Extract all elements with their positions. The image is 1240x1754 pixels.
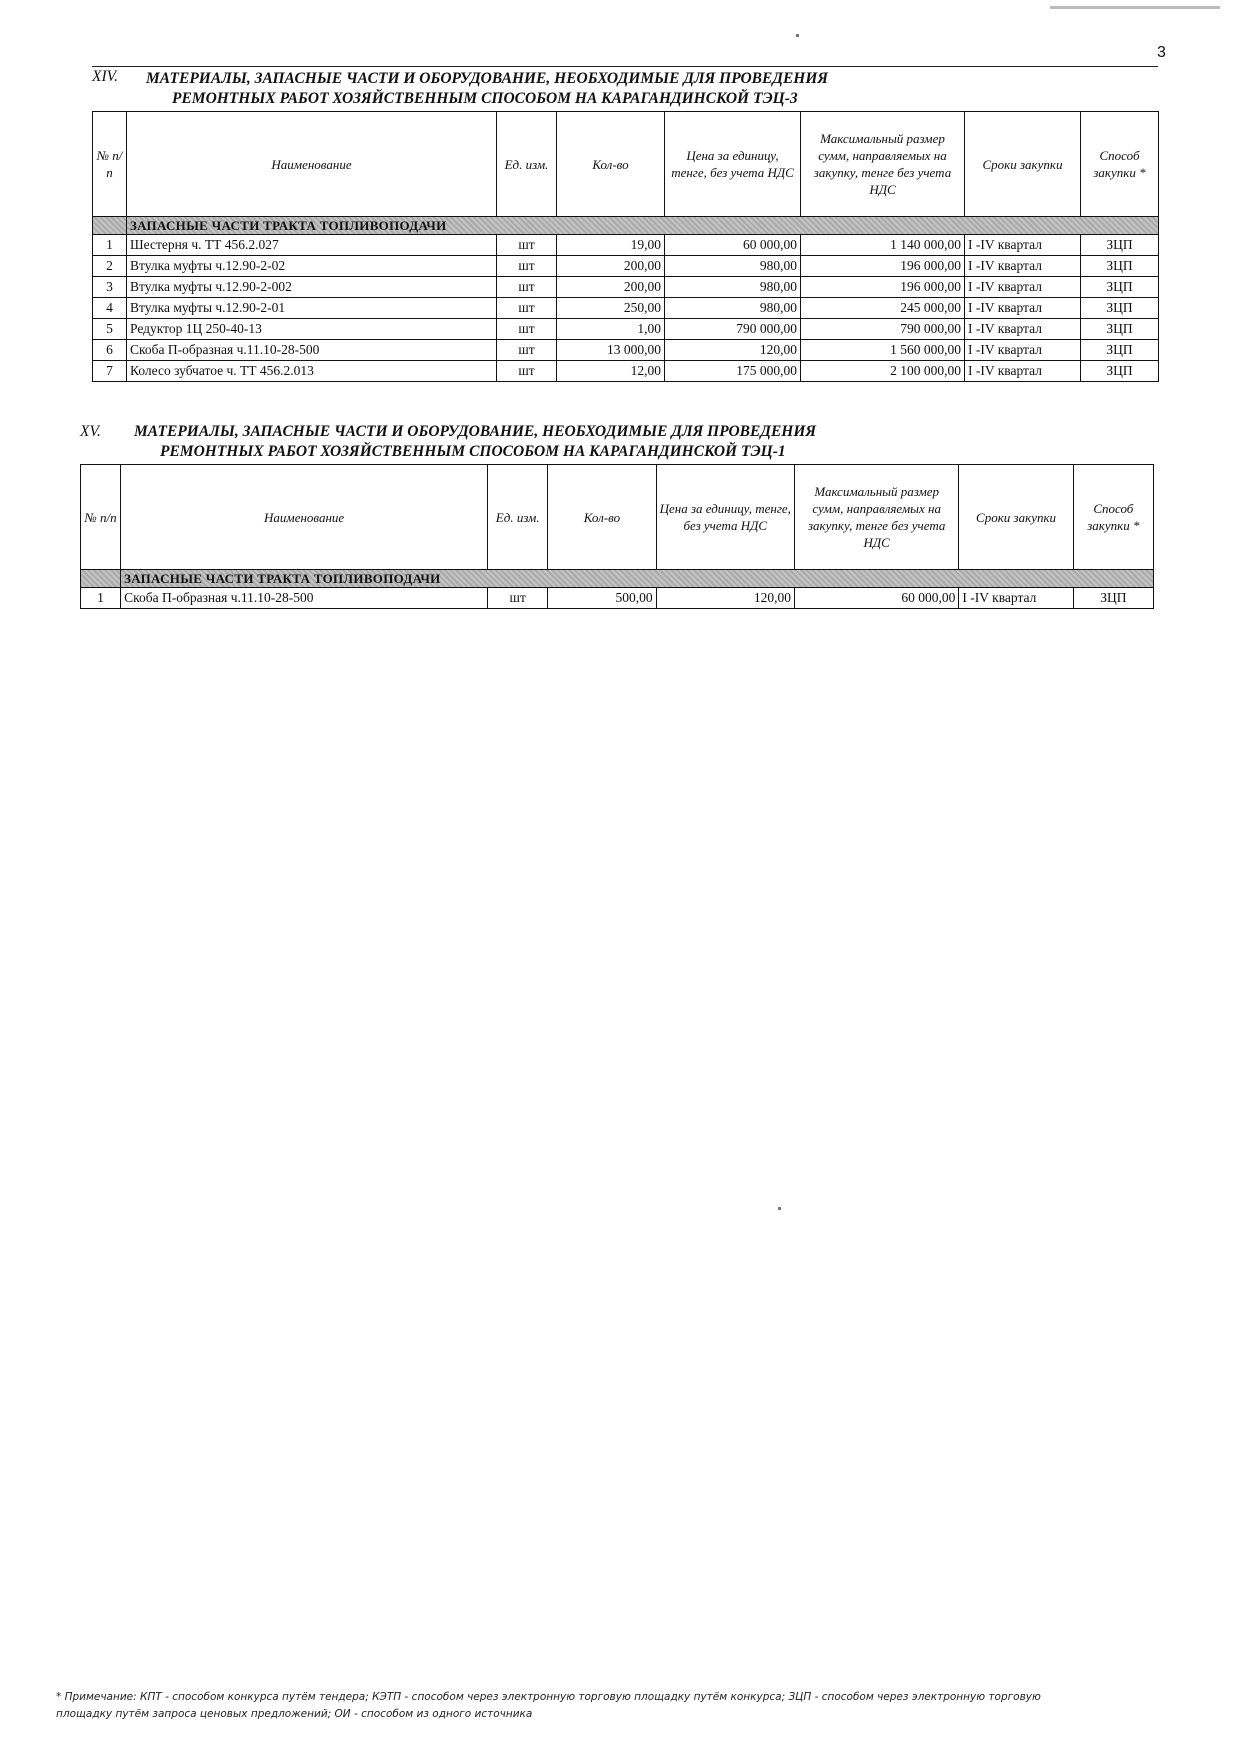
cell-term: I -IV квартал — [965, 235, 1081, 256]
cell-qty: 200,00 — [557, 256, 665, 277]
cell-method: ЗЦП — [1081, 235, 1159, 256]
cell-price: 980,00 — [665, 298, 801, 319]
header-qty: Кол-во — [557, 112, 665, 217]
cell-num: 2 — [93, 256, 127, 277]
cell-name: Редуктор 1Ц 250-40-13 — [127, 319, 497, 340]
table-header-row — [93, 112, 1159, 217]
cell-qty: 19,00 — [557, 235, 665, 256]
cell-method: ЗЦП — [1073, 588, 1153, 609]
cell-name: Втулка муфты ч.12.90-2-002 — [127, 277, 497, 298]
cell-method: ЗЦП — [1081, 256, 1159, 277]
section-title-line2: РЕМОНТНЫХ РАБОТ ХОЗЯЙСТВЕННЫМ СПОСОБОМ НА КАРАГАНДИНСКОЙ ТЭЦ-1 — [160, 443, 786, 460]
cell-name: Втулка муфты ч.12.90-2-02 — [127, 256, 497, 277]
table-row — [93, 319, 1159, 340]
cell-unit: шт — [497, 277, 557, 298]
table-row — [93, 361, 1159, 382]
cell-max-sum: 60 000,00 — [794, 588, 958, 609]
scan-speck — [1050, 6, 1220, 9]
section-heading — [80, 422, 1154, 462]
cell-max-sum: 2 100 000,00 — [801, 361, 965, 382]
cell-num: 1 — [93, 235, 127, 256]
table-row — [81, 588, 1154, 609]
header-unit: Ед. изм. — [488, 465, 548, 570]
footnote — [56, 1689, 1176, 1723]
category-row — [93, 217, 1159, 235]
table-row — [93, 256, 1159, 277]
cell-term: I -IV квартал — [965, 256, 1081, 277]
cell-unit: шт — [497, 235, 557, 256]
cell-name: Шестерня ч. ТТ 456.2.027 — [127, 235, 497, 256]
cell-qty: 200,00 — [557, 277, 665, 298]
cell-name: Втулка муфты ч.12.90-2-01 — [127, 298, 497, 319]
cell-max-sum: 1 140 000,00 — [801, 235, 965, 256]
cell-max-sum: 196 000,00 — [801, 256, 965, 277]
cell-term: I -IV квартал — [965, 277, 1081, 298]
cell-method: ЗЦП — [1081, 340, 1159, 361]
table-row — [93, 277, 1159, 298]
cell-qty: 1,00 — [557, 319, 665, 340]
materials-table-tec3 — [92, 111, 1159, 382]
cell-price: 60 000,00 — [665, 235, 801, 256]
cell-max-sum: 245 000,00 — [801, 298, 965, 319]
scan-speck — [778, 1207, 781, 1210]
cell-num: 6 — [93, 340, 127, 361]
cell-price: 120,00 — [665, 340, 801, 361]
cell-num: 1 — [81, 588, 121, 609]
cell-term: I -IV квартал — [965, 340, 1081, 361]
section-title-line2: РЕМОНТНЫХ РАБОТ ХОЗЯЙСТВЕННЫМ СПОСОБОМ НА КАРАГАНДИНСКОЙ ТЭЦ-3 — [172, 90, 798, 107]
cell-method: ЗЦП — [1081, 361, 1159, 382]
cell-unit: шт — [497, 256, 557, 277]
cell-num: 5 — [93, 319, 127, 340]
cell-method: ЗЦП — [1081, 298, 1159, 319]
section-number: XV. — [80, 423, 101, 440]
cell-unit: шт — [488, 588, 548, 609]
cell-qty: 250,00 — [557, 298, 665, 319]
cell-num: 3 — [93, 277, 127, 298]
cell-price: 175 000,00 — [665, 361, 801, 382]
cell-num: 7 — [93, 361, 127, 382]
cell-qty: 500,00 — [548, 588, 656, 609]
section-title-line1: МАТЕРИАЛЫ, ЗАПАСНЫЕ ЧАСТИ И ОБОРУДОВАНИЕ, НЕОБХОДИМЫЕ ДЛЯ ПРОВЕДЕНИЯ — [146, 70, 829, 87]
cell-term: I -IV квартал — [959, 588, 1073, 609]
section-number: XIV. — [92, 68, 118, 85]
cell-max-sum: 790 000,00 — [801, 319, 965, 340]
header-method: Способ закупки * — [1081, 112, 1159, 217]
cell-price: 120,00 — [656, 588, 794, 609]
footnote-line2: площадку путём запроса ценовых предложений; ОИ - способом из одного источника — [56, 1708, 533, 1720]
header-name: Наименование — [121, 465, 488, 570]
header-price: Цена за единицу, тенге, без учета НДС — [656, 465, 794, 570]
section-title-line1: МАТЕРИАЛЫ, ЗАПАСНЫЕ ЧАСТИ И ОБОРУДОВАНИЕ, НЕОБХОДИМЫЕ ДЛЯ ПРОВЕДЕНИЯ — [134, 423, 817, 440]
table-header-row — [81, 465, 1154, 570]
header-max-sum: Максимальный размер сумм, направляемых на закупку, тенге без учета НДС — [801, 112, 965, 217]
header-unit: Ед. изм. — [497, 112, 557, 217]
page-number: 3 — [1157, 44, 1166, 61]
cell-term: I -IV квартал — [965, 319, 1081, 340]
cell-max-sum: 196 000,00 — [801, 277, 965, 298]
cell-method: ЗЦП — [1081, 277, 1159, 298]
header-price: Цена за единицу, тенге, без учета НДС — [665, 112, 801, 217]
cell-num: 4 — [93, 298, 127, 319]
header-method: Способ закупки * — [1073, 465, 1153, 570]
cell-name: Скоба П-образная ч.11.10-28-500 — [127, 340, 497, 361]
cell-max-sum: 1 560 000,00 — [801, 340, 965, 361]
header-term: Сроки закупки — [965, 112, 1081, 217]
cell-method: ЗЦП — [1081, 319, 1159, 340]
header-max-sum: Максимальный размер сумм, направляемых на закупку, тенге без учета НДС — [794, 465, 958, 570]
header-name: Наименование — [127, 112, 497, 217]
section-heading — [92, 66, 1158, 109]
header-term: Сроки закупки — [959, 465, 1073, 570]
cell-price: 980,00 — [665, 256, 801, 277]
section-xv — [80, 422, 1154, 609]
footnote-line1: * Примечание: КПТ - способом конкурса путём тендера; КЭТП - способом через электронную торговую площадку путём конкурса; ЗЦП - способом через электронную торговую — [56, 1691, 1041, 1703]
category-label: ЗАПАСНЫЕ ЧАСТИ ТРАКТА ТОПЛИВОПОДАЧИ — [127, 217, 1159, 235]
cell-name: Колесо зубчатое ч. ТТ 456.2.013 — [127, 361, 497, 382]
cell-qty: 12,00 — [557, 361, 665, 382]
cell-term: I -IV квартал — [965, 361, 1081, 382]
cell-unit: шт — [497, 340, 557, 361]
cell-qty: 13 000,00 — [557, 340, 665, 361]
cell-name: Скоба П-образная ч.11.10-28-500 — [121, 588, 488, 609]
materials-table-tec1 — [80, 464, 1154, 609]
header-num: № п/п — [93, 112, 127, 217]
cell-price: 790 000,00 — [665, 319, 801, 340]
cell-term: I -IV квартал — [965, 298, 1081, 319]
table-row — [93, 340, 1159, 361]
category-label: ЗАПАСНЫЕ ЧАСТИ ТРАКТА ТОПЛИВОПОДАЧИ — [121, 570, 1154, 588]
cell-unit: шт — [497, 298, 557, 319]
category-row — [81, 570, 1154, 588]
header-num: № п/п — [81, 465, 121, 570]
section-xiv — [92, 66, 1158, 382]
cell-unit: шт — [497, 361, 557, 382]
table-row — [93, 298, 1159, 319]
scan-speck — [796, 34, 799, 37]
cell-price: 980,00 — [665, 277, 801, 298]
table-row — [93, 235, 1159, 256]
header-qty: Кол-во — [548, 465, 656, 570]
cell-unit: шт — [497, 319, 557, 340]
